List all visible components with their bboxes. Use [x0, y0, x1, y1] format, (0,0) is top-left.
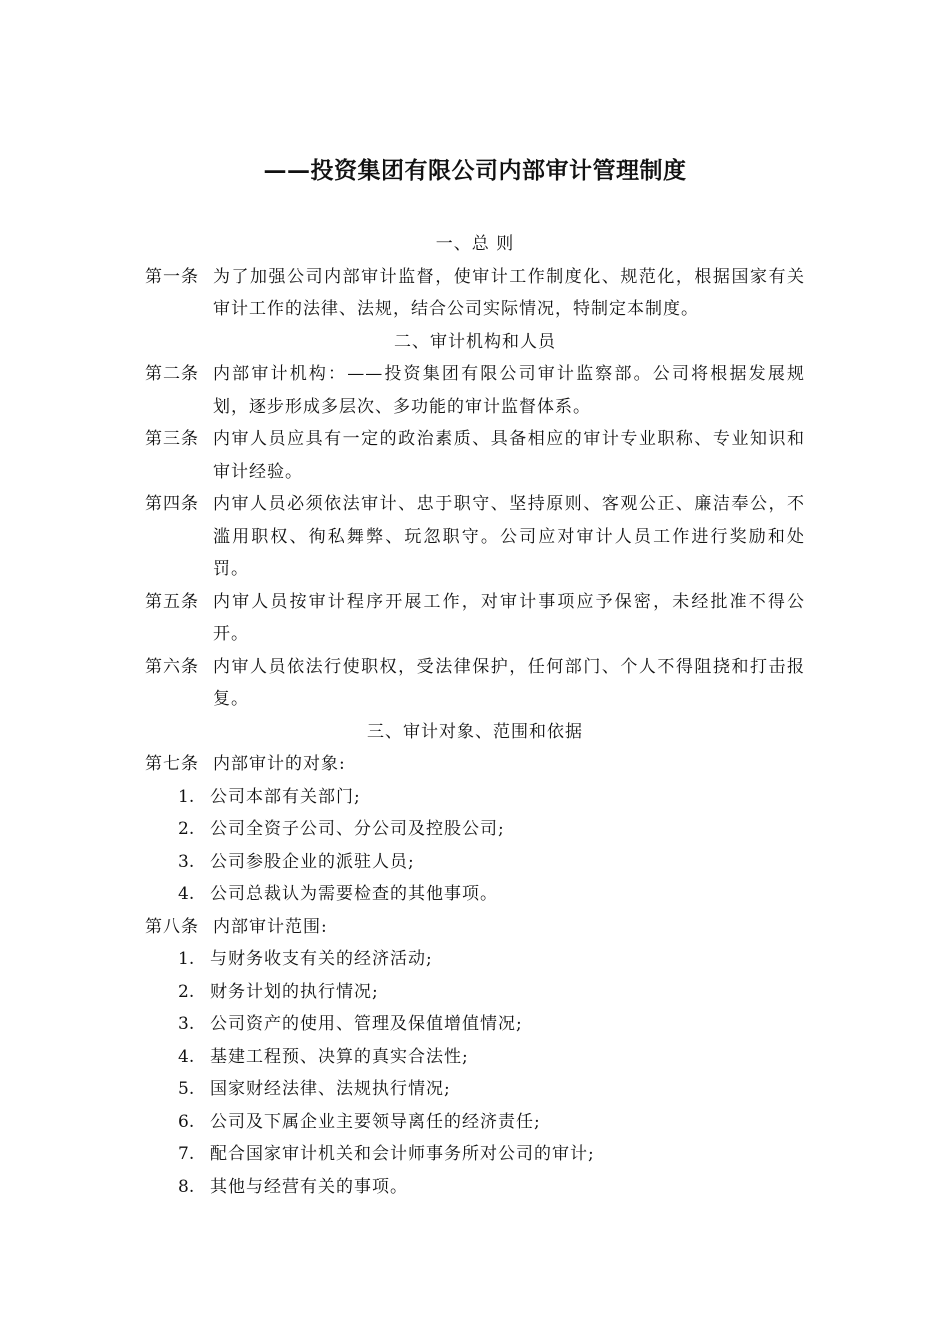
list-item: [145, 781, 805, 814]
audit-object-list: [145, 781, 805, 911]
audit-scope-list: [145, 943, 805, 1203]
article: [145, 911, 805, 944]
article-text: 内部审计的对象:: [213, 754, 346, 774]
article-label: 第八条: [145, 916, 199, 937]
list-number: 8.: [178, 1176, 195, 1197]
list-item: [145, 1041, 805, 1074]
document-body: [145, 228, 805, 1203]
list-text: 公司及下属企业主要领导离任的经济责任;: [210, 1111, 541, 1132]
list-text: 与财务收支有关的经济活动;: [210, 949, 433, 969]
list-number: 1.: [178, 786, 195, 807]
article-text: 内部审计机构：——投资集团有限公司审计监察部。公司将根据发展规划，逐步形成多层次、多功能的审计监督体系。: [213, 364, 805, 417]
list-number: 4.: [178, 1046, 195, 1067]
list-item: [145, 1171, 805, 1204]
list-text: 财务计划的执行情况;: [210, 981, 379, 1002]
article-text: 内部审计范围:: [213, 916, 328, 937]
article-label: 第一条: [145, 266, 199, 287]
article: [145, 748, 805, 781]
article-text: 为了加强公司内部审计监督，使审计工作制度化、规范化，根据国家有关审计工作的法律、法规，结合公司实际情况，特制定本制度。: [213, 266, 805, 319]
list-text: 公司参股企业的派驻人员;: [210, 851, 415, 872]
article: [145, 488, 805, 586]
article-label: 第三条: [145, 429, 199, 449]
article-text: 内审人员必须依法审计、忠于职守、坚持原则、客观公正、廉洁奉公，不滥用职权、徇私舞弊、玩忽职守。公司应对审计人员工作进行奖励和处罚。: [213, 494, 805, 579]
list-text: 配合国家审计机关和会计师事务所对公司的审计;: [210, 1144, 595, 1164]
list-item: [145, 846, 805, 879]
list-item: [145, 878, 805, 911]
article: [145, 586, 805, 651]
section-heading: 三、审计对象、范围和依据: [367, 721, 583, 742]
article: [145, 358, 805, 423]
list-text: 公司全资子公司、分公司及控股公司;: [210, 819, 505, 839]
article-label: 第六条: [145, 656, 199, 677]
article-label: 第二条: [145, 364, 199, 384]
list-number: 3.: [178, 851, 195, 872]
section-audit-organization: [145, 326, 805, 716]
section-heading: 二、审计机构和人员: [394, 331, 556, 352]
section-general: [145, 228, 805, 326]
list-number: 5.: [178, 1079, 195, 1099]
list-item: [145, 943, 805, 976]
list-text: 公司本部有关部门;: [210, 786, 361, 807]
section-audit-scope: [145, 716, 805, 1204]
article: [145, 651, 805, 716]
article-text: 内审人员按审计程序开展工作，对审计事项应予保密，未经批准不得公开。: [213, 591, 805, 644]
list-item: [145, 1138, 805, 1171]
article: [145, 261, 805, 326]
article-label: 第五条: [145, 591, 199, 612]
list-text: 公司资产的使用、管理及保值增值情况;: [210, 1014, 523, 1034]
article-text: 内审人员应具有一定的政治素质、具备相应的审计专业职称、专业知识和审计经验。: [213, 429, 805, 482]
list-item: [145, 1106, 805, 1139]
list-item: [145, 813, 805, 846]
list-item: [145, 976, 805, 1009]
list-item: [145, 1008, 805, 1041]
section-heading: 一、总 则: [435, 234, 515, 254]
article: [145, 423, 805, 488]
article-label: 第四条: [145, 494, 199, 514]
list-number: 2.: [178, 981, 195, 1002]
list-number: 7.: [178, 1144, 195, 1164]
list-number: 2.: [178, 819, 195, 839]
list-number: 6.: [178, 1111, 195, 1132]
list-number: 1.: [178, 949, 195, 969]
list-item: [145, 1073, 805, 1106]
list-text: 基建工程预、决算的真实合法性;: [210, 1046, 469, 1067]
list-number: 4.: [178, 884, 195, 904]
list-text: 公司总裁认为需要检查的其他事项。: [210, 884, 498, 904]
article-text: 内审人员依法行使职权，受法律保护，任何部门、个人不得阻挠和打击报复。: [213, 656, 805, 709]
article-label: 第七条: [145, 754, 199, 774]
list-text: 国家财经法律、法规执行情况;: [210, 1079, 451, 1099]
document-title: ——投资集团有限公司内部审计管理制度: [263, 157, 687, 184]
list-text: 其他与经营有关的事项。: [210, 1176, 408, 1197]
list-number: 3.: [178, 1014, 195, 1034]
